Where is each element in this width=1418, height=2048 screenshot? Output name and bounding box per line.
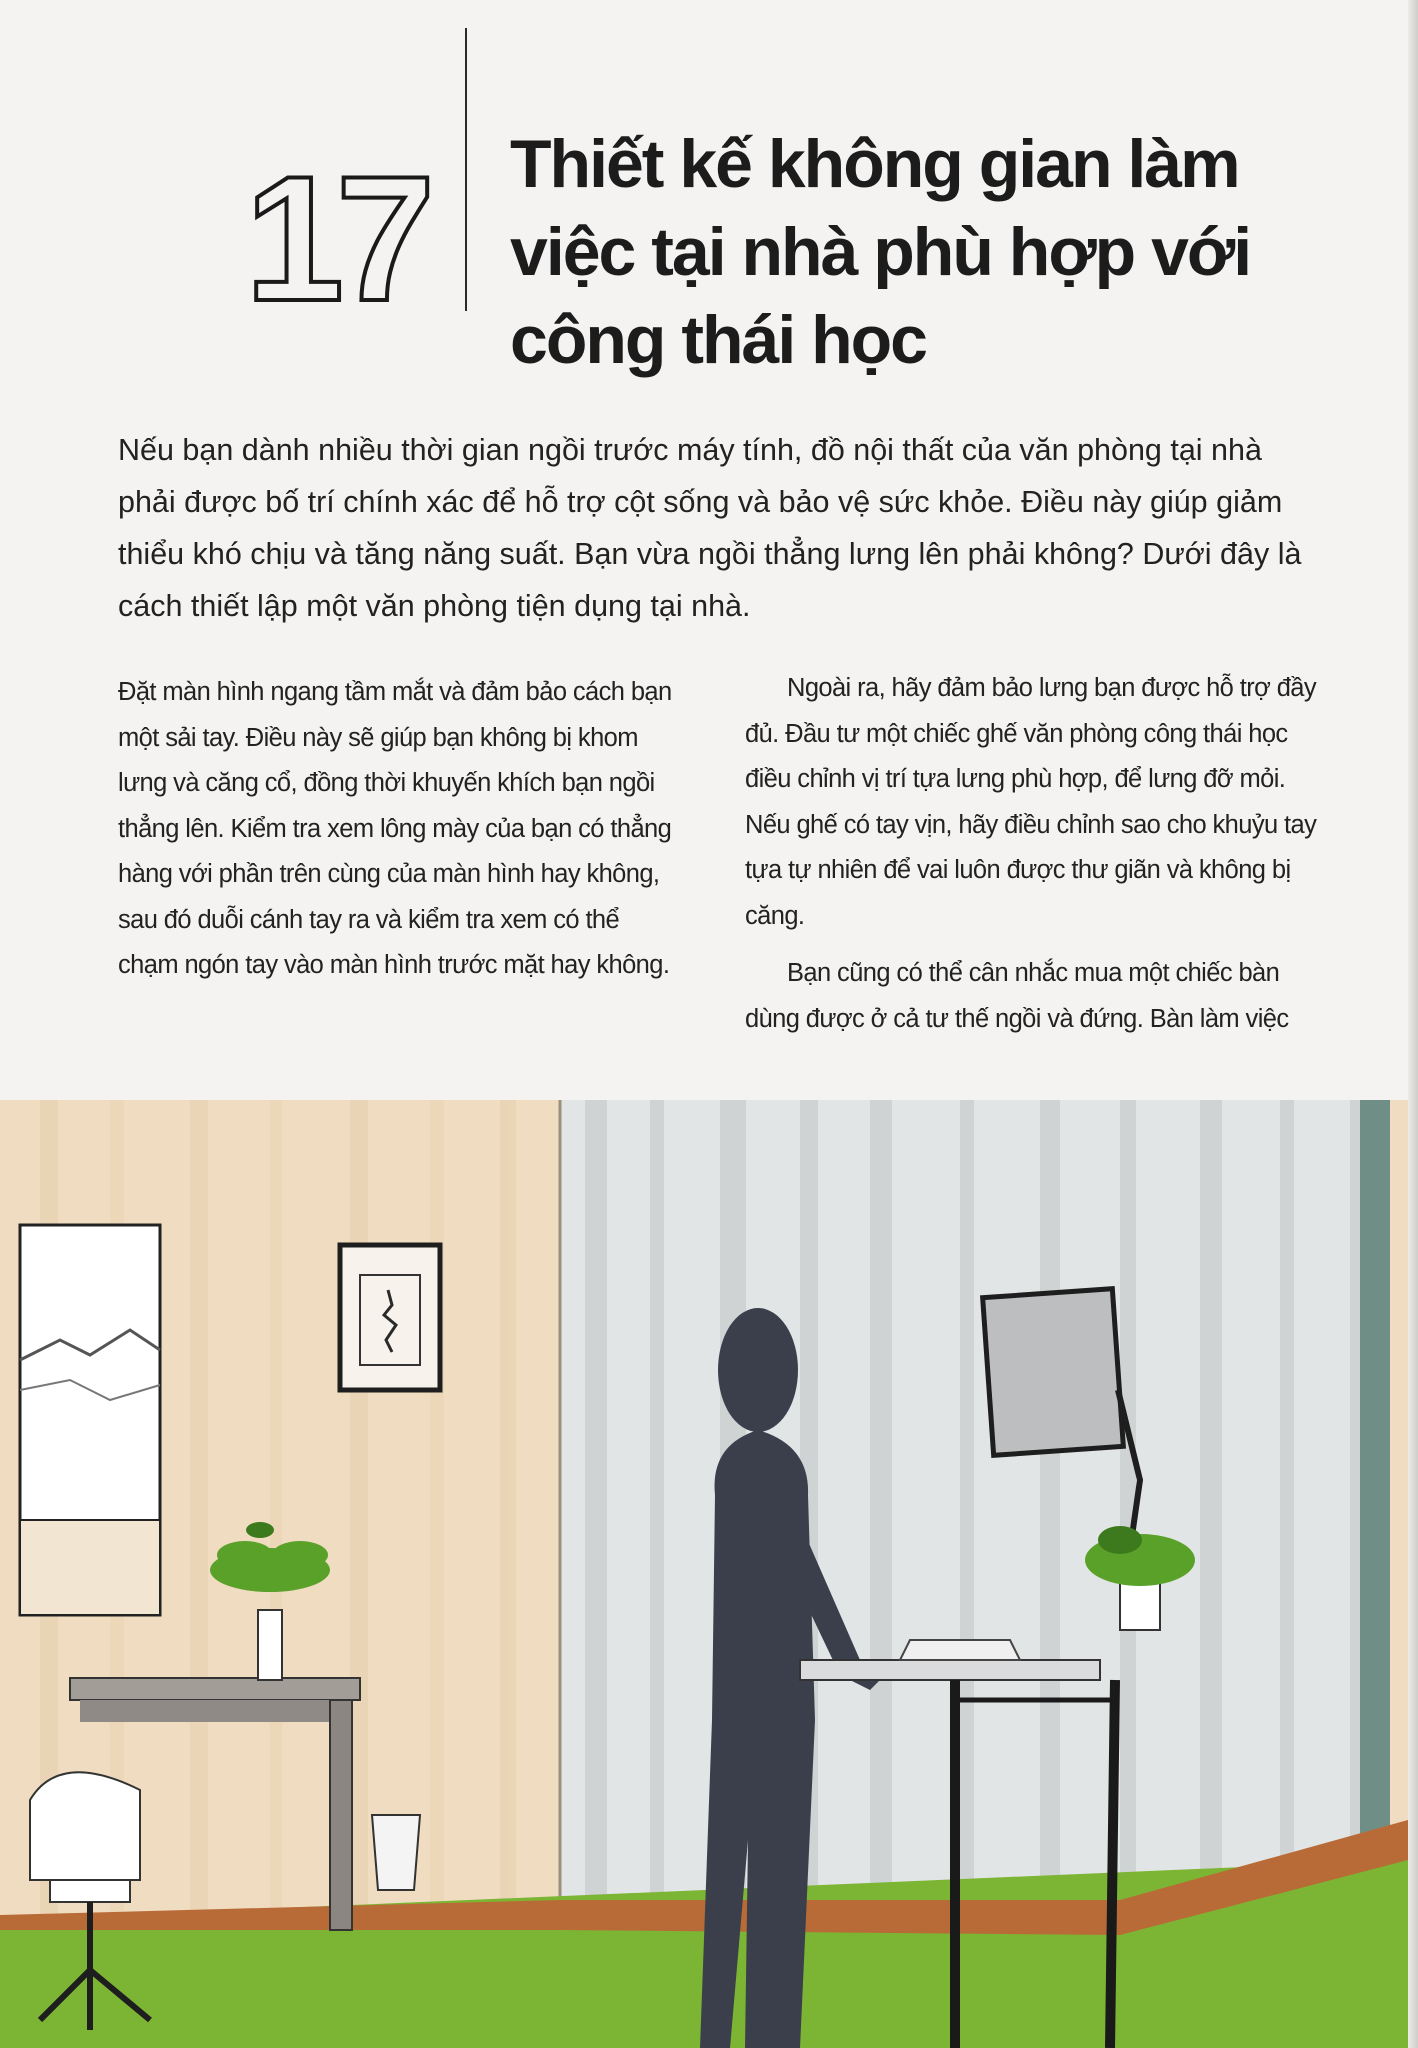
intro-paragraph: Nếu bạn dành nhiều thời gian ngồi trước máy tính, đồ nội thất của văn phòng tại nhà phải được bố trí chính xác để hỗ trợ cột sống và bảo vệ sức khỏe. Điều này giúp giảm thiểu khó chịu và tăng năng suất. Bạn vừa ngồi thẳng lưng lên phải không? Dưới đây là cách thiết lập một văn phòng tiện dụng tại nhà.	[118, 433, 1302, 623]
standing-desk-illustration	[0, 1100, 1408, 2048]
framed-picture	[340, 1245, 440, 1390]
chapter-number: 17	[245, 139, 427, 338]
right-paragraph-1: Ngoài ra, hãy đảm bảo lưng bạn được hỗ trợ đầy đủ. Đầu tư một chiếc ghế văn phòng công thái học điều chỉnh vị trí tựa lưng phù hợp, để lưng đỡ mỏi. Nếu ghế có tay vịn, hãy điều chỉnh sao cho khuỷu tay tựa tự nhiên để vai luôn được thư giãn và không bị căng.	[745, 674, 1317, 930]
side-table-top	[70, 1678, 360, 1700]
body-column-right	[745, 666, 1335, 1042]
monitor	[983, 1289, 1124, 1456]
vase	[258, 1610, 282, 1680]
title-divider	[465, 28, 467, 311]
chapter-title: Thiết kế không gian làm việc tại nhà phù hợp với công thái học	[510, 126, 1251, 378]
standing-desk-top	[800, 1660, 1100, 1680]
left-paragraph-1: Đặt màn hình ngang tầm mắt và đảm bảo cách bạn một sải tay. Điều này sẽ giúp bạn không bị khom lưng và căng cổ, đồng thời khuyến khích bạn ngồi thẳng lên. Kiểm tra xem lông mày của bạn có thẳng hàng với phần trên cùng của màn hình hay không, sau đó duỗi cánh tay ra và kiểm tra xem có thể chạm ngón tay vào màn hình trước mặt hay không.	[118, 678, 672, 979]
body-column-left	[118, 670, 678, 989]
window-frame	[1360, 1100, 1390, 1900]
right-paragraph-2: Bạn cũng có thể cân nhắc mua một chiếc bàn dùng được ở cả tư thế ngồi và đứng. Bàn làm việc	[745, 959, 1289, 1033]
waste-basket	[372, 1815, 420, 1890]
page-edge	[1408, 0, 1418, 2048]
